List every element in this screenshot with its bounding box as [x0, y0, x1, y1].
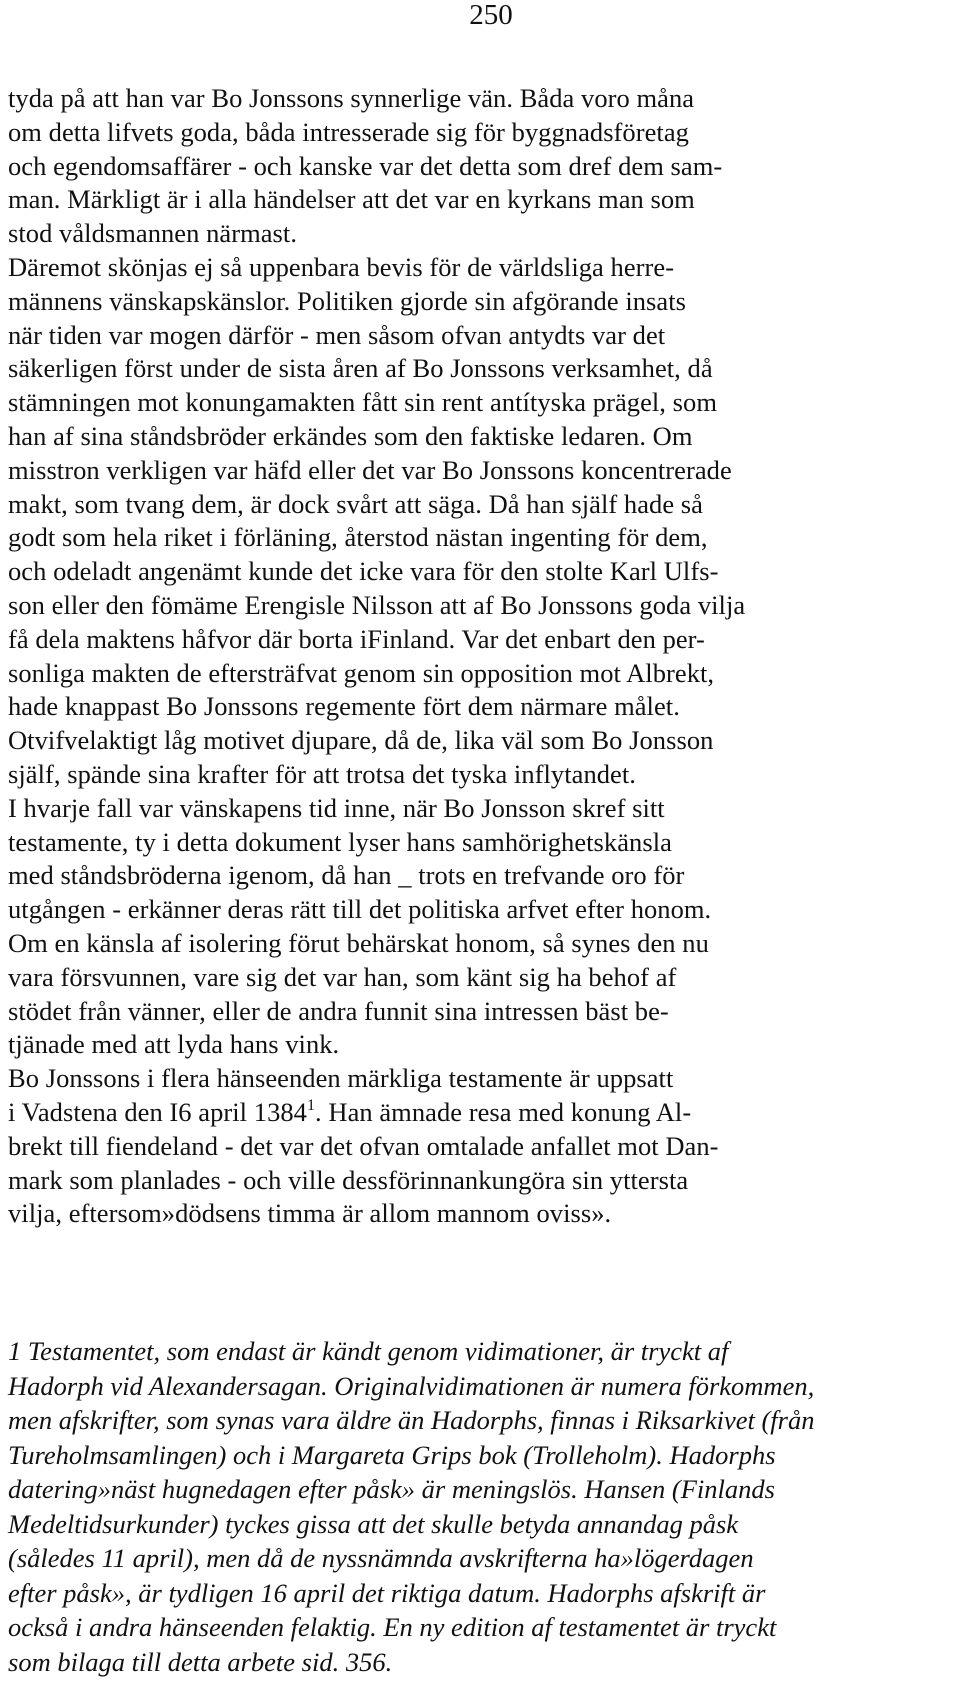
body-line: männens vänskapskänslor. Politiken gjorde sin afgörande insats: [8, 285, 686, 316]
body-line: med ståndsbröderna igenom, då han _ trots en trefvande oro för: [8, 860, 685, 891]
body-line: själf, spände sina krafter för att trotsa det tyska inflytandet.: [8, 758, 636, 789]
body-line: testamente, ty i detta dokument lyser hans samhörighetskänsla: [8, 826, 672, 857]
footnote: [8, 1334, 953, 1679]
footnote-reference: 1: [306, 1096, 316, 1114]
body-line: Om en känsla af isolering förut behärskat honom, så synes den nu: [8, 927, 709, 958]
body-line: I hvarje fall var vänskapens tid inne, när Bo Jonsson skref sitt: [8, 792, 665, 823]
body-line: och egendomsaffärer - och kanske var det detta som dref dem sam-: [8, 150, 723, 181]
body-line: brekt till fiendeland - det var det ofvan omtalade anfallet mot Dan-: [8, 1130, 719, 1161]
footnote-line: (således 11 april), men då de nyssnämnda avskrifterna ha»lögerdagen: [8, 1543, 754, 1573]
body-line: Däremot skönjas ej så uppenbara bevis för de världsliga herre-: [8, 251, 675, 282]
body-line: han af sina ståndsbröder erkändes som den faktiske ledaren. Om: [8, 420, 693, 451]
body-line: vilja, eftersom»dödsens timma är allom mannom oviss».: [8, 1198, 612, 1229]
body-line: son eller den fömäme Erengisle Nilsson att af Bo Jonssons goda vilja: [8, 589, 746, 620]
footnote-line: datering»näst hugnedagen efter påsk» är meningslös. Hansen (Finlands: [8, 1474, 775, 1504]
body-line: och odeladt angenämt kunde det icke vara för den stolte Karl Ulfs-: [8, 556, 719, 587]
footnote-line: Tureholmsamlingen) och i Margareta Grips bok (Trolleholm). Hadorphs: [8, 1439, 776, 1470]
footnote-line: 1 Testamentet, som endast är kändt genom vidimationer, är tryckt af: [8, 1336, 729, 1366]
footnote-line: efter påsk», är tydligen 16 april det riktiga datum. Hadorphs afskrift är: [8, 1577, 766, 1608]
body-text: [8, 82, 953, 1231]
body-line: Otvifvelaktigt låg motivet djupare, då de, lika väl som Bo Jonsson: [8, 725, 714, 756]
body-line: om detta lifvets goda, båda intresserade sig för byggnadsföretag: [8, 116, 689, 147]
body-line: säkerligen först under de sista åren af Bo Jonssons verksamhet, då: [8, 353, 713, 384]
body-line: vara försvunnen, vare sig det var han, som känt sig ha behof af: [8, 961, 677, 992]
body-line: stödet från vänner, eller de andra funnit sina intressen bäst be-: [8, 995, 669, 1026]
body-line: sonliga makten de eftersträfvat genom sin opposition mot Albrekt,: [8, 657, 715, 688]
footnote-line: men afskrifter, som synas vara äldre än Hadorphs, finnas i Riksarkivet (från: [8, 1405, 815, 1435]
body-line: tyda på att han var Bo Jonssons synnerlige vän. Båda voro måna: [8, 83, 695, 113]
body-line: stod våldsmannen närmast.: [8, 218, 298, 249]
body-line: man. Märkligt är i alla händelser att det var en kyrkans man som: [8, 184, 695, 215]
body-line: hade knappast Bo Jonssons regemente fört dem närmare målet.: [8, 691, 680, 722]
body-line-with-footnote-ref: [8, 1096, 953, 1130]
body-line: utgången - erkänner deras rätt till det politiska arfvet efter honom.: [8, 894, 712, 925]
body-line: mark som planlades - och ville dessförinnankungöra sin yttersta: [8, 1164, 689, 1195]
body-line: makt, som tvang dem, är dock svårt att säga. Då han själf hade så: [8, 488, 703, 519]
body-line: när tiden var mogen därför - men såsom ofvan antydts var det: [8, 319, 666, 350]
body-line-text: i Vadstena den I6 april 1384: [8, 1096, 307, 1127]
footnote-line: också i andra hänseenden felaktig. En ny edition af testamentet är tryckt: [8, 1612, 777, 1642]
body-line: Bo Jonssons i flera hänseenden märkliga testamente är uppsatt: [8, 1063, 674, 1094]
footnote-line: Hadorph vid Alexandersagan. Originalvidimationen är numera förkommen,: [8, 1370, 815, 1401]
body-line: misstron verkligen var häfd eller det var Bo Jonssons koncentrerade: [8, 454, 732, 485]
footnote-line: Medeltidsurkunder) tyckes gissa att det skulle betyda annandag påsk: [8, 1508, 739, 1539]
body-line: få dela maktens håfvor där borta iFinland. Var det enbart den per-: [8, 623, 705, 654]
page-number: 250: [469, 0, 513, 31]
footnote-line: som bilaga till detta arbete sid. 356.: [8, 1646, 393, 1677]
body-line: tjänade med att lyda hans vink.: [8, 1029, 340, 1060]
body-line-text: . Han ämnade resa med konung Al-: [315, 1096, 692, 1127]
body-line: stämningen mot konungamakten fått sin rent antítyska prägel, som: [8, 387, 717, 418]
body-line: godt som hela riket i förläning, återstod nästan ingenting för dem,: [8, 522, 708, 553]
